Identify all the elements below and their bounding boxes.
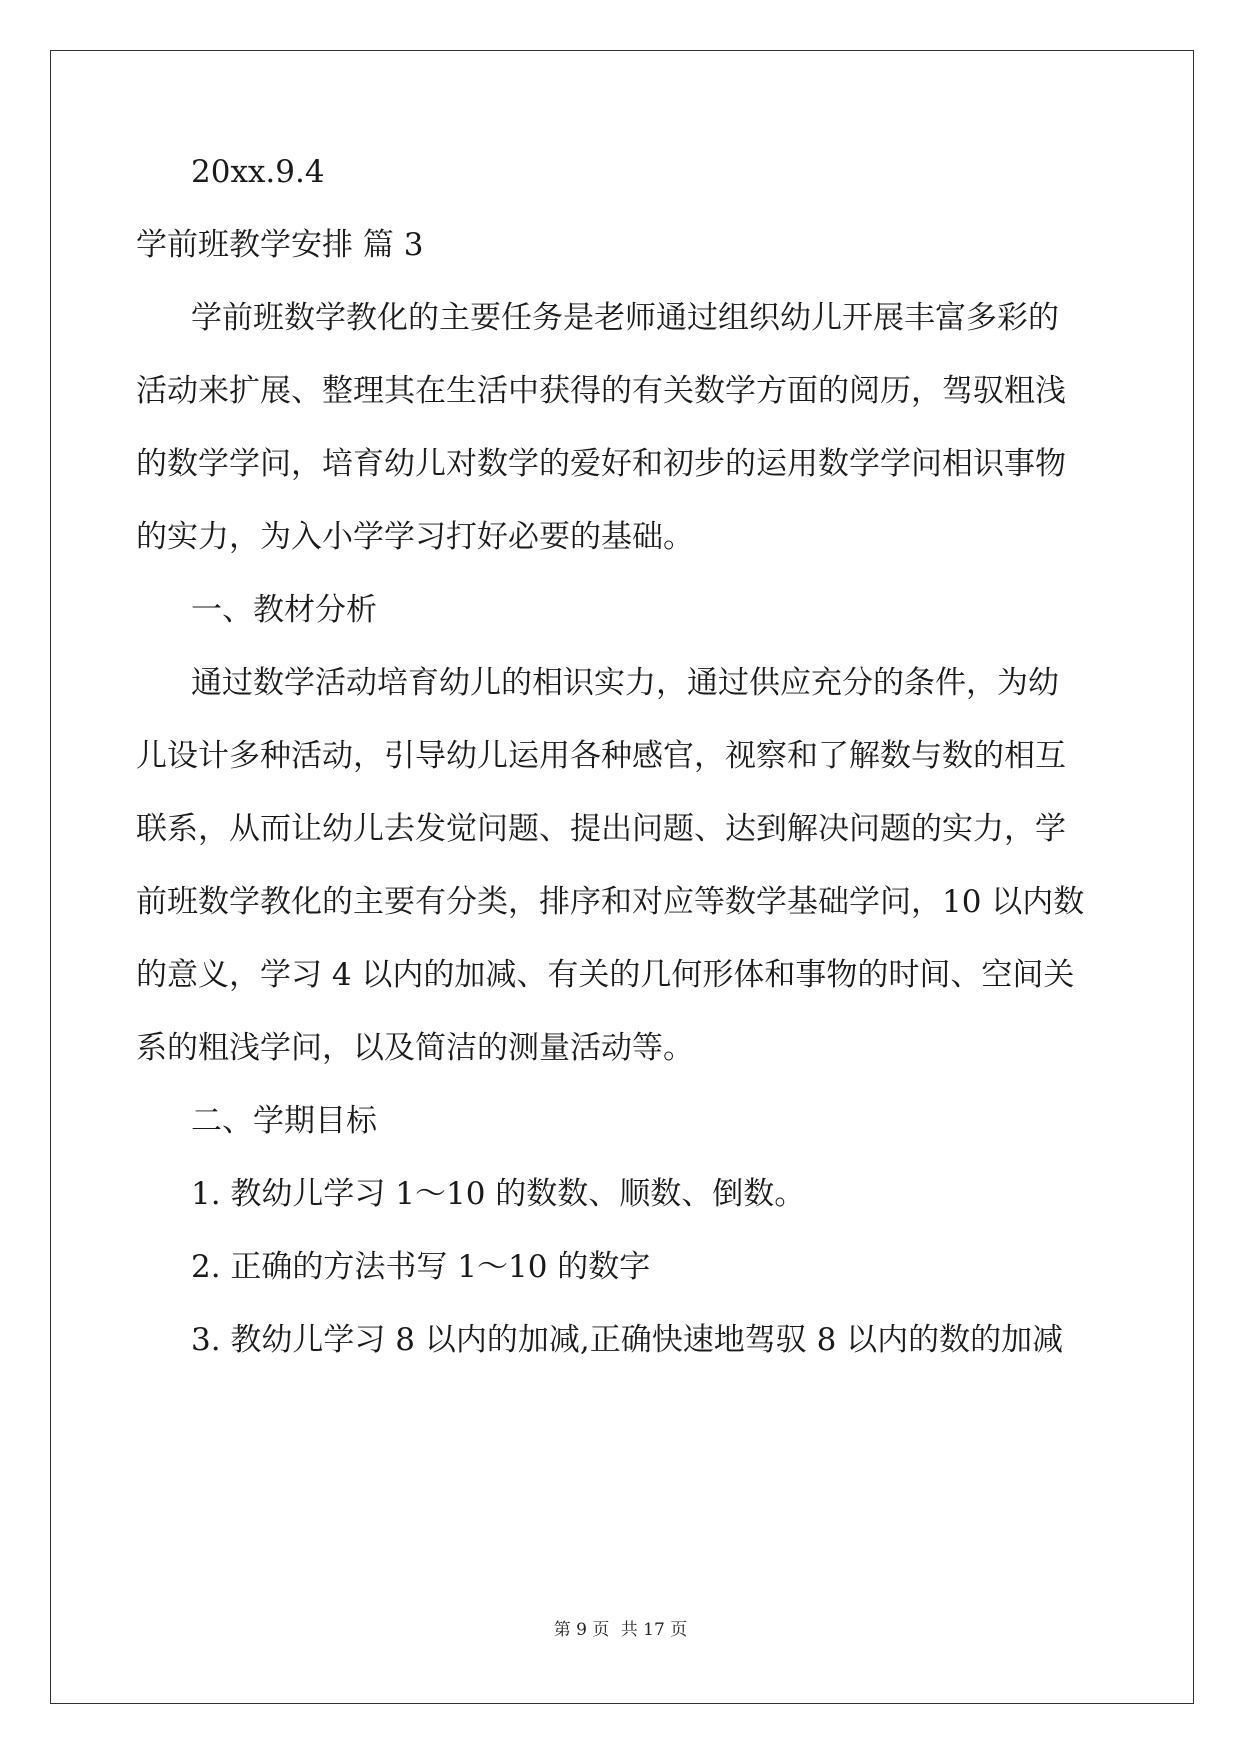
goal-item-2: 2. 正确的方法书写 1～10 的数字 [191,1249,651,1285]
current-page-label: 第 9 页 [553,1620,610,1640]
analysis-line-1: 通过数学活动培育幼儿的相识实力，通过供应充分的条件，为幼 [191,665,1059,701]
total-pages-label: 共 17 页 [620,1620,688,1640]
heading-semester-goals: 二、学期目标 [191,1103,377,1139]
analysis-line-5: 的意义，学习 4 以内的加减、有关的几何形体和事物的时间、空间关 [136,957,1075,993]
document-date: 20xx.9.4 [191,154,325,190]
intro-line-3: 的数学学问，培育幼儿对数学的爱好和初步的运用数学学问相识事物 [136,446,1066,482]
page-footer [0,1618,1241,1642]
analysis-line-6: 系的粗浅学问，以及简洁的测量活动等。 [136,1030,694,1066]
heading-textbook-analysis: 一、教材分析 [191,592,377,628]
goal-item-3: 3. 教幼儿学习 8 以内的加减,正确快速地驾驭 8 以内的数的加减 [191,1322,1064,1358]
intro-line-2: 活动来扩展、整理其在生活中获得的有关数学方面的阅历，驾驭粗浅 [136,373,1066,409]
intro-line-4: 的实力，为入小学学习打好必要的基础。 [136,519,694,555]
analysis-line-3: 联系，从而让幼儿去发觉问题、提出问题、达到解决问题的实力，学 [136,811,1066,847]
goal-item-1: 1. 教幼儿学习 1～10 的数数、顺数、倒数。 [191,1176,806,1212]
section-title: 学前班教学安排 篇 3 [136,227,424,263]
analysis-line-2: 儿设计多种活动，引导幼儿运用各种感官，视察和了解数与数的相互 [136,738,1066,774]
intro-line-1: 学前班数学教化的主要任务是老师通过组织幼儿开展丰富多彩的 [191,300,1059,336]
analysis-line-4: 前班数学教化的主要有分类，排序和对应等数学基础学问，10 以内数 [136,884,1085,920]
